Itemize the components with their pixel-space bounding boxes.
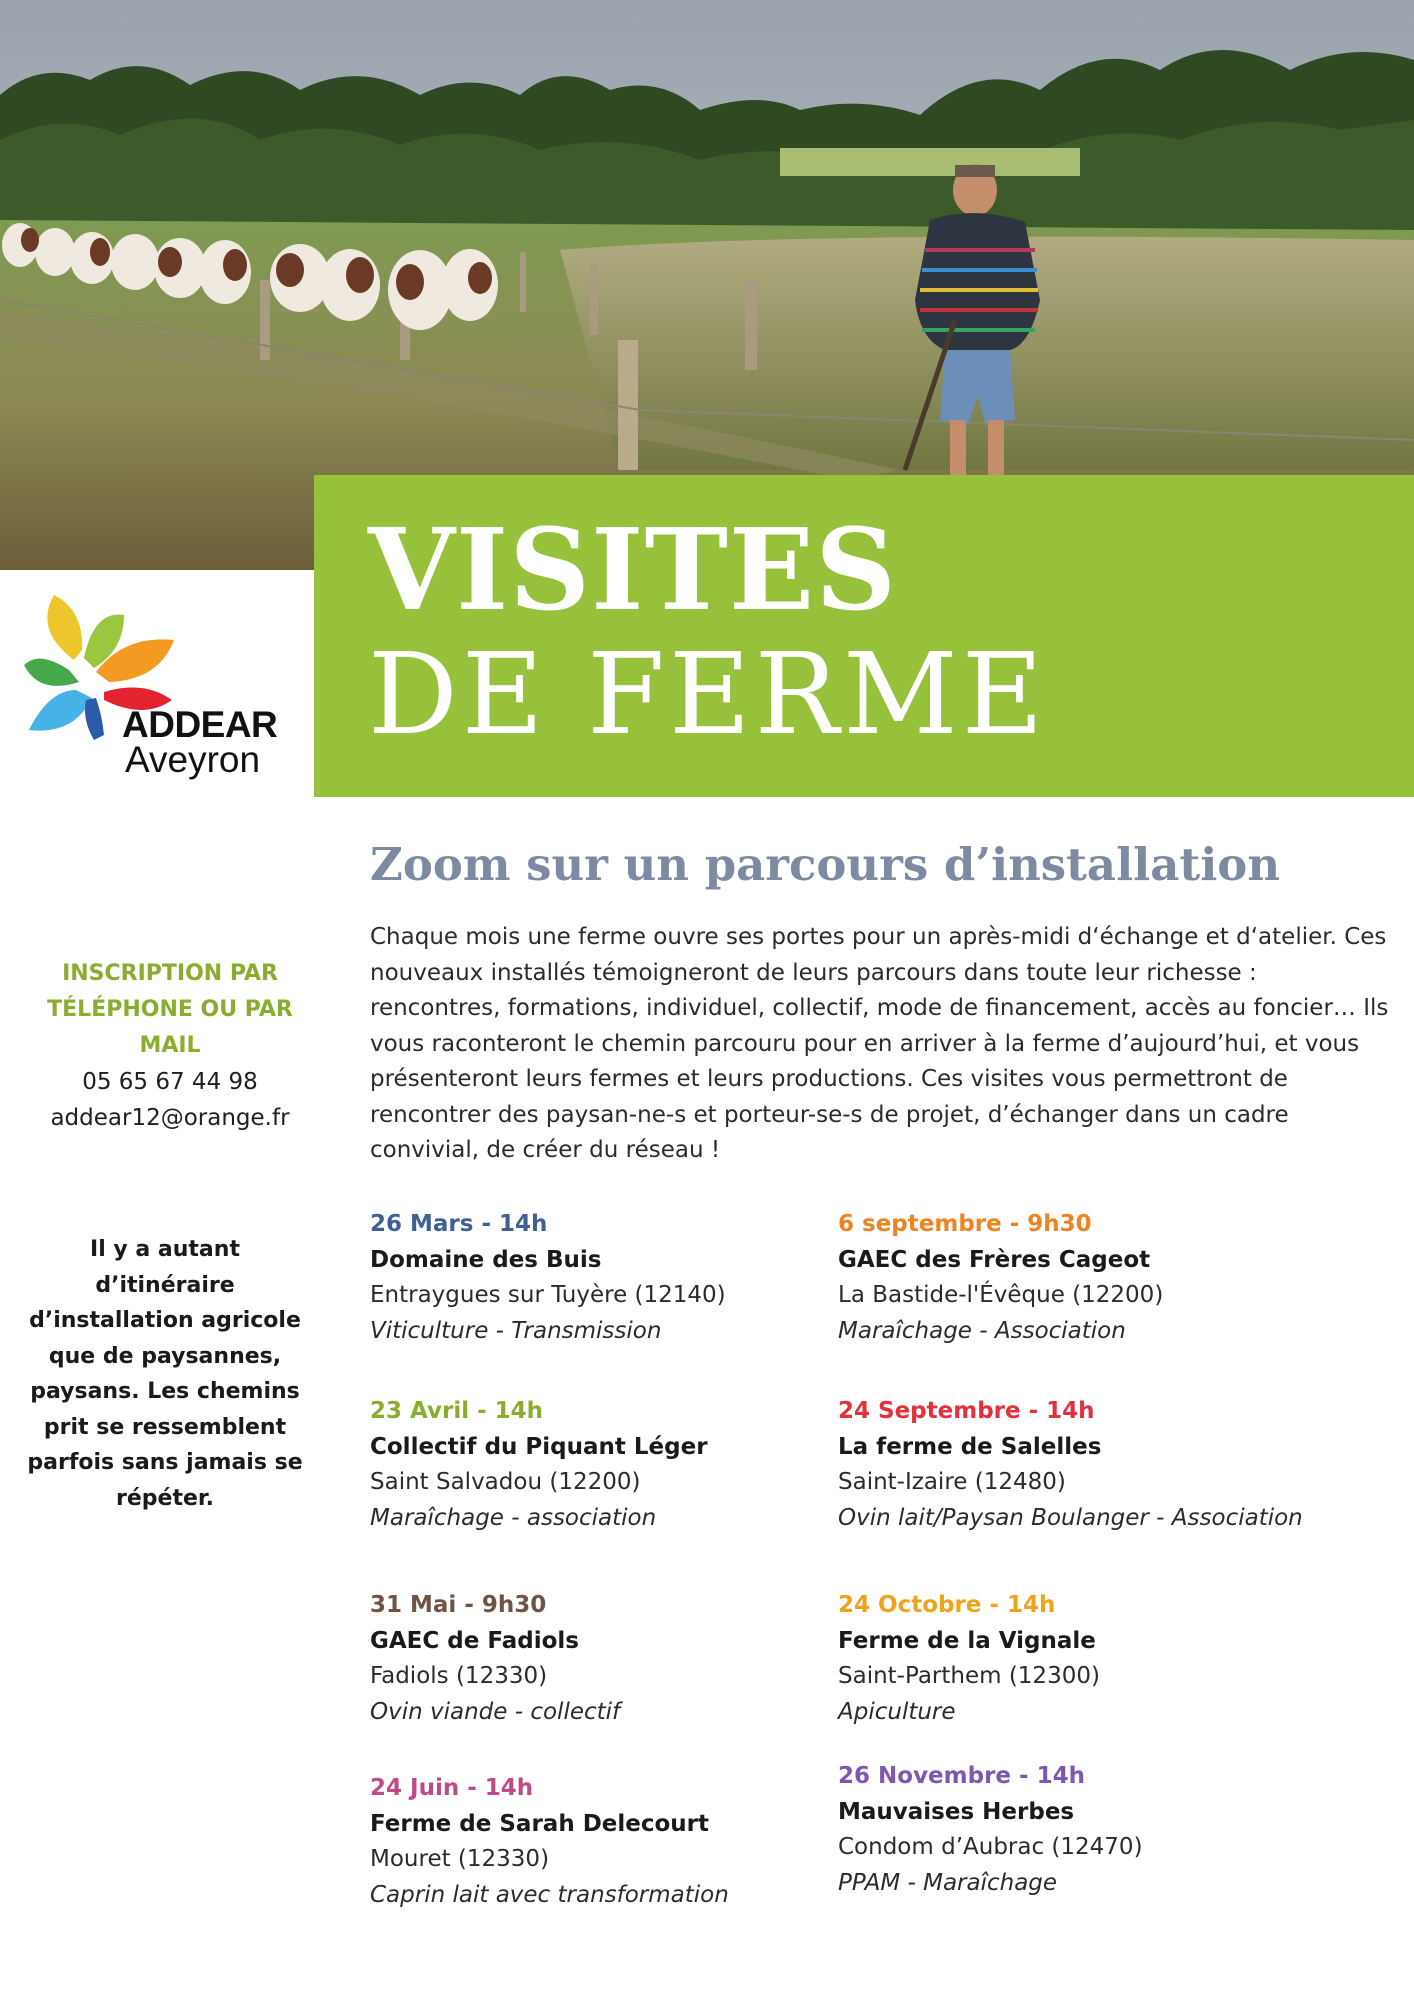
page-title-line-2: DE FERME	[368, 630, 1048, 760]
event-date: 31 Mai - 9h30	[370, 1592, 547, 1618]
event-date: 24 Septembre - 14h	[838, 1398, 1095, 1424]
event-type: Apiculture	[838, 1698, 956, 1725]
event-date: 6 septembre - 9h30	[838, 1211, 1092, 1237]
event-place: GAEC de Fadiols	[370, 1627, 579, 1654]
event-location: Saint Salvadou (12200)	[370, 1469, 641, 1495]
event-place: GAEC des Frères Cageot	[838, 1246, 1151, 1273]
event-location: Fadiols (12330)	[370, 1663, 548, 1689]
event-date: 26 Novembre - 14h	[838, 1763, 1085, 1789]
contact-phone[interactable]: 05 65 67 44 98	[82, 1069, 258, 1095]
event-type: Ovin viande - collectif	[370, 1698, 621, 1725]
event-date: 24 Octobre - 14h	[838, 1592, 1056, 1618]
event-place: Collectif du Piquant Léger	[370, 1433, 708, 1460]
event-type: PPAM - Maraîchage	[838, 1869, 1058, 1896]
event-item	[370, 1394, 870, 1536]
contact-heading: INSCRIPTION PAR TÉLÉPHONE OU PAR MAIL	[47, 961, 293, 1058]
event-item	[838, 1588, 1398, 1730]
logo-name: ADDEAR	[122, 704, 278, 745]
event-item	[370, 1207, 870, 1349]
event-item	[370, 1588, 870, 1730]
event-location: Mouret (12330)	[370, 1846, 550, 1872]
event-date: 23 Avril - 14h	[370, 1398, 544, 1424]
section-subtitle: Zoom sur un parcours d’installation	[370, 838, 1281, 891]
event-type: Maraîchage - Association	[838, 1317, 1126, 1344]
event-place: Domaine des Buis	[370, 1246, 602, 1273]
event-place: Mauvaises Herbes	[838, 1798, 1075, 1825]
event-date: 24 Juin - 14h	[370, 1775, 534, 1801]
title-banner	[314, 475, 1414, 797]
event-place: La ferme de Salelles	[838, 1433, 1102, 1460]
event-location: Entraygues sur Tuyère (12140)	[370, 1282, 726, 1308]
event-location: La Bastide-l'Évêque (12200)	[838, 1282, 1164, 1308]
contact-block	[30, 956, 310, 1136]
event-place: Ferme de la Vignale	[838, 1627, 1096, 1654]
event-item	[838, 1207, 1398, 1349]
event-type: Ovin lait/Paysan Boulanger - Association	[838, 1504, 1303, 1531]
contact-email[interactable]: addear12@orange.fr	[50, 1105, 290, 1131]
event-date: 26 Mars - 14h	[370, 1211, 548, 1237]
event-type: Viticulture - Transmission	[370, 1317, 662, 1344]
logo-subname: Aveyron	[125, 739, 261, 780]
event-item	[370, 1771, 870, 1913]
event-item	[838, 1394, 1398, 1536]
addear-logo	[24, 590, 294, 790]
event-location: Saint-Izaire (12480)	[838, 1469, 1066, 1495]
event-location: Condom d’Aubrac (12470)	[838, 1834, 1143, 1860]
page-title-line-1: VISITES	[368, 505, 898, 636]
event-type: Maraîchage - association	[370, 1504, 657, 1531]
event-type: Caprin lait avec transformation	[370, 1881, 729, 1908]
event-location: Saint-Parthem (12300)	[838, 1663, 1100, 1689]
event-place: Ferme de Sarah Delecourt	[370, 1810, 710, 1837]
event-item	[838, 1759, 1398, 1901]
intro-paragraph: Chaque mois une ferme ouvre ses portes pour un après-midi d‘échange et d‘atelier. Ces nouveaux installés témoigneront de leurs parcours dans toute leur richesse : rencontres, formations, individuel, collectif, mode de financement, accès au foncier… Ils vous raconteront le chemin parcouru pour en arriver à la ferme d’aujourd’hui, et vous présenteront leurs fermes et leurs productions. Ces visites vous permettront de rencontrer des paysan-ne-s et porteur-se-s de projet, d’échanger dans un cadre convivial, de créer du réseau !	[370, 924, 1389, 1163]
sidebar-quote: Il y a autant d’itinéraire d’installation agricole que de paysannes, paysans. Les chemins prit se ressemblent parfois sans jamais se répéter.	[27, 1237, 303, 1511]
